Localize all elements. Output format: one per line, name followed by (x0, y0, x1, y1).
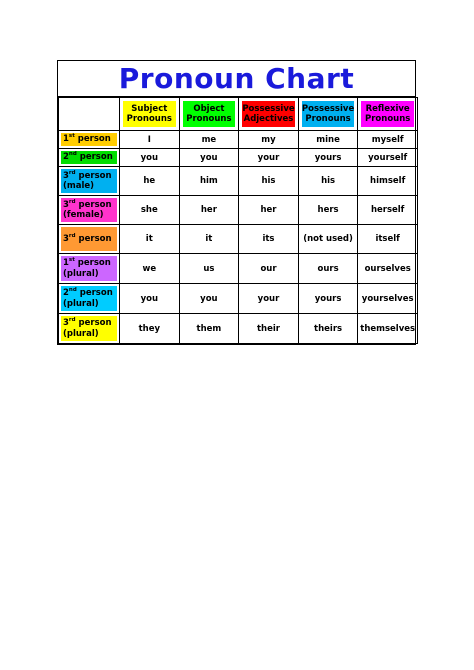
row-header-qualifier: (plural) (63, 298, 99, 309)
row-header-line1 (63, 134, 117, 144)
table-cell-possessive-adjectives: your (239, 284, 299, 314)
person-label: person (78, 233, 112, 244)
column-header-line2: Pronouns (186, 114, 232, 124)
column-header-line2: Pronouns (365, 114, 411, 124)
table-cell-subject: you (120, 284, 180, 314)
row-header-fill (61, 133, 117, 146)
row-header (59, 131, 120, 149)
table-cell-subject: she (120, 196, 180, 225)
table-cell-subject: they (120, 314, 180, 344)
column-header-fill (183, 101, 236, 127)
table-cell-reflexive: herself (358, 196, 418, 225)
ordinal-suffix: rd (68, 198, 76, 205)
table-cell-reflexive: ourselves (358, 254, 418, 284)
table-cell-object: her (179, 196, 239, 225)
column-header-reflexive (358, 98, 418, 131)
header-row (59, 98, 418, 131)
table-cell-possessive-adjectives: your (239, 149, 299, 167)
table-cell-subject: you (120, 149, 180, 167)
column-header-subject (120, 98, 180, 131)
table-cell-object: me (179, 131, 239, 149)
person-label: person (78, 199, 112, 210)
table-row (59, 284, 418, 314)
row-header-fill (61, 316, 117, 341)
row-header (59, 196, 120, 225)
ordinal-suffix: rd (68, 233, 76, 240)
table-cell-reflexive: itself (358, 225, 418, 254)
table-row (59, 167, 418, 196)
row-header (59, 149, 120, 167)
column-header-fill (361, 101, 414, 127)
table-row (59, 131, 418, 149)
column-header-line1: Subject (131, 103, 168, 114)
row-header-fill (61, 198, 117, 222)
table-cell-possessive-pronouns: theirs (298, 314, 358, 344)
person-label: person (77, 258, 111, 269)
person-number: 1 (63, 134, 69, 145)
column-header-line1: Possessive (301, 103, 355, 114)
row-header-line1 (63, 318, 117, 328)
column-header-possessive-pronouns (298, 98, 358, 131)
table-cell-reflexive: himself (358, 167, 418, 196)
row-header-fill (61, 256, 117, 281)
ordinal-suffix: st (68, 257, 75, 264)
table-cell-object: him (179, 167, 239, 196)
corner-cell (59, 98, 120, 131)
table-cell-subject: we (120, 254, 180, 284)
row-header-fill (61, 151, 117, 164)
table-cell-object: you (179, 149, 239, 167)
column-header-fill (242, 101, 295, 127)
row-header-line1 (63, 200, 117, 210)
row-header (59, 284, 120, 314)
person-number: 3 (63, 233, 69, 244)
person-label: person (79, 152, 113, 163)
person-number: 3 (63, 170, 69, 181)
person-number: 3 (63, 318, 69, 329)
table-cell-possessive-adjectives: our (239, 254, 299, 284)
person-number: 2 (63, 288, 69, 299)
row-header-qualifier: (male) (63, 181, 95, 191)
person-number: 1 (63, 258, 69, 269)
row-header-line1 (63, 258, 117, 268)
row-header-fill (61, 169, 117, 193)
table-cell-possessive-pronouns: yours (298, 284, 358, 314)
column-header-fill (302, 101, 355, 127)
row-header-line1 (63, 171, 117, 181)
table-cell-subject: it (120, 225, 180, 254)
column-header-line2: Pronouns (126, 114, 172, 124)
ordinal-suffix: nd (68, 151, 77, 158)
table-cell-reflexive: yourselves (358, 284, 418, 314)
column-header-line2: Pronouns (305, 114, 351, 124)
ordinal-suffix: nd (68, 287, 77, 294)
person-number: 3 (63, 199, 69, 210)
row-header (59, 225, 120, 254)
person-number: 2 (63, 152, 69, 163)
column-header-line1: Possessive (242, 103, 295, 114)
table-row (59, 196, 418, 225)
person-label: person (79, 288, 113, 299)
table-cell-subject: he (120, 167, 180, 196)
column-header-line1: Reflexive (365, 103, 410, 114)
table-cell-possessive-pronouns: yours (298, 149, 358, 167)
table-cell-possessive-adjectives: my (239, 131, 299, 149)
table-row (59, 225, 418, 254)
column-header-line1: Object (193, 103, 225, 114)
table-cell-reflexive: myself (358, 131, 418, 149)
ordinal-suffix: st (68, 133, 75, 140)
row-header-line1 (63, 234, 117, 244)
table-cell-object: them (179, 314, 239, 344)
column-header-fill (123, 101, 176, 127)
row-header-line1 (63, 288, 117, 298)
table-cell-possessive-pronouns: ours (298, 254, 358, 284)
row-header-qualifier: (female) (63, 210, 104, 220)
row-header (59, 254, 120, 284)
ordinal-suffix: rd (68, 317, 76, 324)
table-cell-object: it (179, 225, 239, 254)
table-cell-possessive-pronouns: hers (298, 196, 358, 225)
person-label: person (78, 318, 112, 329)
table-cell-possessive-adjectives: their (239, 314, 299, 344)
column-header-line2: Adjectives (243, 114, 294, 124)
column-header-possessive-adjectives (239, 98, 299, 131)
table-cell-subject: I (120, 131, 180, 149)
row-header-fill (61, 286, 117, 311)
table-cell-possessive-adjectives: its (239, 225, 299, 254)
table-row (59, 314, 418, 344)
table-cell-possessive-adjectives: his (239, 167, 299, 196)
table-row (59, 254, 418, 284)
row-header-qualifier: (plural) (63, 328, 99, 339)
person-label: person (77, 134, 111, 145)
person-label: person (78, 170, 112, 181)
ordinal-suffix: rd (68, 169, 76, 176)
table-cell-reflexive: yourself (358, 149, 418, 167)
table-cell-reflexive: themselves (358, 314, 418, 344)
table-cell-possessive-pronouns: (not used) (298, 225, 358, 254)
chart-title: Pronoun Chart (118, 62, 355, 95)
pronoun-chart (57, 60, 416, 345)
row-header-line1 (63, 152, 117, 162)
table-cell-possessive-pronouns: mine (298, 131, 358, 149)
chart-title-bar (58, 61, 415, 97)
row-header-fill (61, 227, 117, 251)
column-header-object (179, 98, 239, 131)
table-cell-possessive-pronouns: his (298, 167, 358, 196)
table-cell-possessive-adjectives: her (239, 196, 299, 225)
table-cell-object: you (179, 284, 239, 314)
row-header (59, 167, 120, 196)
row-header (59, 314, 120, 344)
row-header-qualifier: (plural) (63, 268, 99, 279)
pronoun-table (58, 97, 418, 344)
table-cell-object: us (179, 254, 239, 284)
table-row (59, 149, 418, 167)
